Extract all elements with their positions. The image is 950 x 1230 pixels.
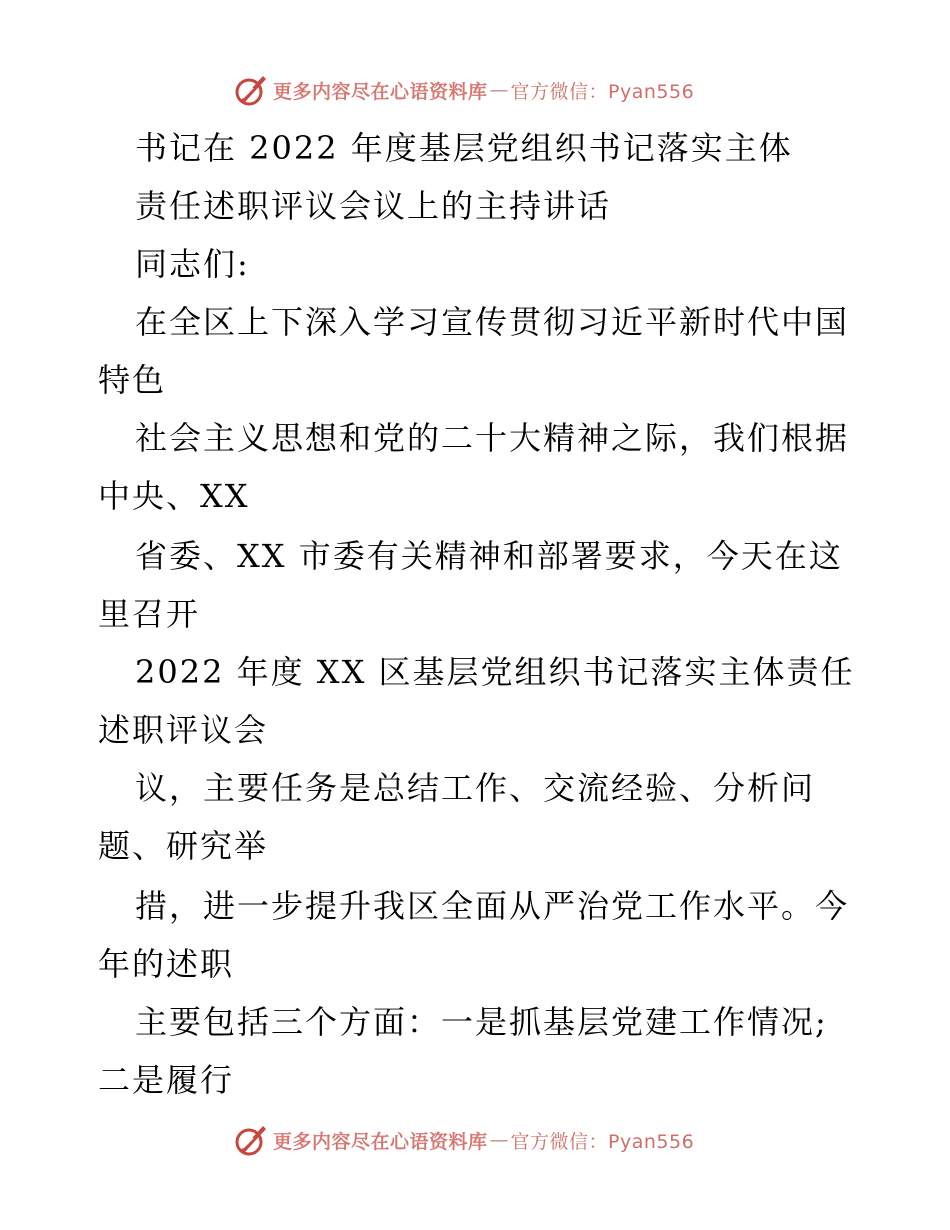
- paragraph-line: 里召开: [98, 595, 201, 633]
- title-line-2: 责任述职评议会议上的主持讲话: [135, 187, 612, 225]
- paragraph-line: 社会主义思想和党的二十大精神之际，我们根据: [135, 419, 850, 457]
- title-line-1: 书记在 2022 年度基层党组织书记落实主体: [135, 129, 793, 167]
- watermark-text: 更多内容尽在心语资料库: [273, 80, 488, 103]
- quill-logo-icon: [233, 72, 269, 108]
- watermark-text: 更多内容尽在心语资料库: [273, 1130, 488, 1153]
- paragraph-line: 中央、XX: [98, 477, 250, 515]
- paragraph-line: 措，进一步提升我区全面从严治党工作水平。今: [135, 887, 850, 925]
- watermark-contact: 官方微信：Pyan556: [510, 80, 695, 103]
- watermark-contact: 官方微信：Pyan556: [510, 1130, 695, 1153]
- paragraph-line: 主要包括三个方面：一是抓基层党建工作情况;: [135, 1003, 828, 1041]
- paragraph-line: 2022 年度 XX 区基层党组织书记落实主体责任: [135, 653, 855, 691]
- watermark-footer: [233, 1122, 694, 1158]
- salutation: 同志们:: [135, 245, 250, 283]
- paragraph-line: 在全区上下深入学习宣传贯彻习近平新时代中国: [135, 303, 850, 341]
- quill-logo-icon: [233, 1122, 269, 1158]
- paragraph-line: 特色: [98, 361, 167, 399]
- paragraph-line: 省委、XX 市委有关精神和部署要求，今天在这: [135, 537, 843, 575]
- paragraph-line: 题、研究举: [98, 827, 269, 865]
- paragraph-line: 年的述职: [98, 945, 235, 983]
- watermark-dash: —: [489, 79, 509, 101]
- watermark-dash: —: [489, 1129, 509, 1151]
- watermark-header: [233, 72, 694, 108]
- paragraph-line: 议，主要任务是总结工作、交流经验、分析问: [135, 769, 816, 807]
- paragraph-line: 述职评议会: [98, 711, 269, 749]
- paragraph-line: 二是履行: [98, 1061, 235, 1099]
